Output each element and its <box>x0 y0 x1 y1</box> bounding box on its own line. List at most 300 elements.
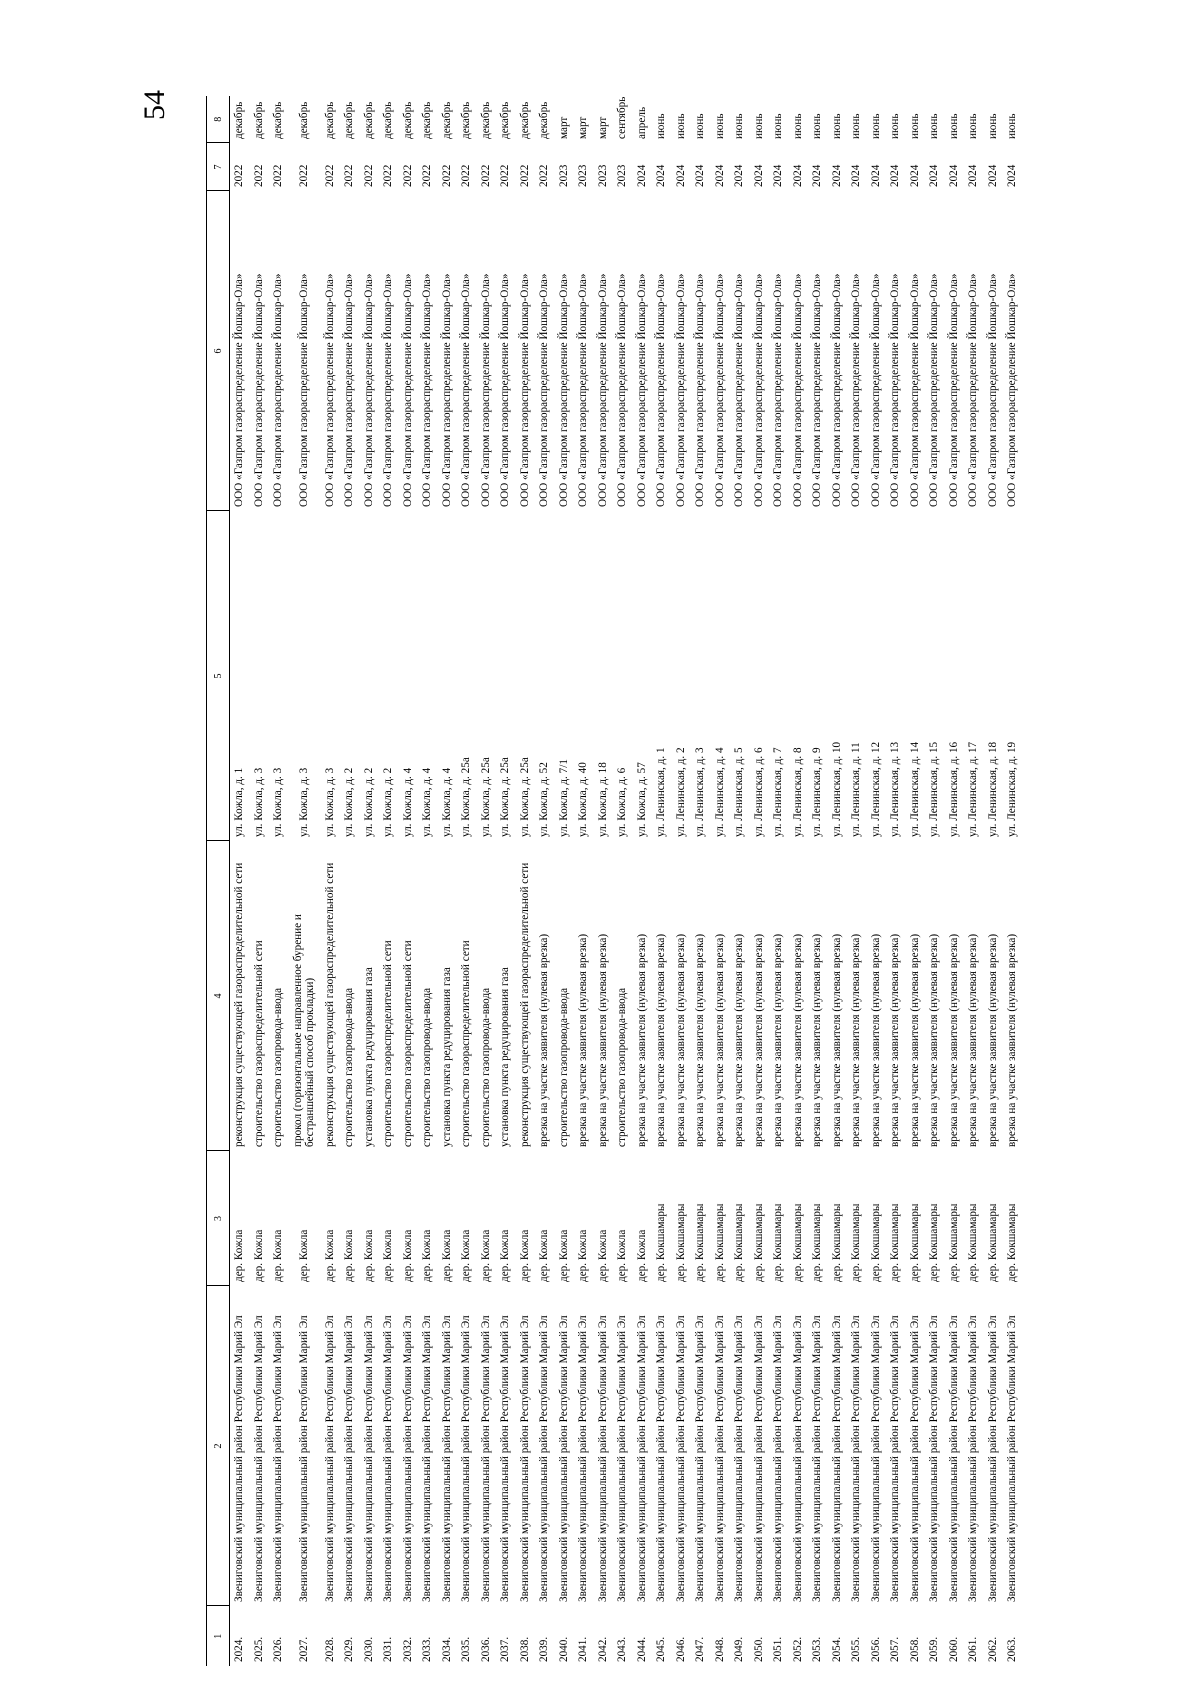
table-row <box>828 96 848 1666</box>
year-cell: 2022 <box>323 164 336 187</box>
table-row <box>574 96 594 1666</box>
year-cell: 2024 <box>850 164 862 187</box>
table-row <box>886 96 906 1666</box>
settlement-cell: дер. Кожла <box>401 1229 414 1282</box>
table-row <box>496 96 516 1666</box>
district-cell: Звениговский муниципальный район Республики Марий Эл <box>694 1315 706 1602</box>
address-cell: ул. Ленинская, д. 14 <box>908 741 921 837</box>
row-number-cell: 2062. <box>986 1636 999 1662</box>
work-type-cell: строительство газораспределительной сети <box>401 940 414 1147</box>
district-cell: Звениговский муниципальный район Республики Марий Эл <box>655 1315 667 1602</box>
work-type-cell: врезка на участке заявителя (нулевая врезка) <box>811 933 823 1147</box>
district-cell: Звениговский муниципальный район Республики Марий Эл <box>382 1315 394 1602</box>
organization-cell: ООО «Газпром газораспределение Йошкар-Ола» <box>986 273 999 507</box>
month-cell: июнь <box>928 113 940 139</box>
settlement-cell: дер. Кожла <box>323 1229 336 1282</box>
year-cell: 2024 <box>830 164 843 187</box>
month-cell: июнь <box>967 113 979 139</box>
table-row <box>535 96 555 1666</box>
settlement-cell: дер. Кожла <box>362 1229 375 1282</box>
address-cell: ул. Ленинская, д. 1 <box>655 747 667 837</box>
table-row <box>230 96 250 1666</box>
table-body <box>230 96 1023 1666</box>
row-number-cell: 2027. <box>297 1636 310 1662</box>
work-type-cell: врезка на участке заявителя (нулевая врезка) <box>694 933 706 1147</box>
organization-cell: ООО «Газпром газораспределение Йошкар-Ола» <box>635 273 648 507</box>
work-type-cell: строительство газопровода-ввода <box>479 987 492 1147</box>
work-type-cell: врезка на участке заявителя (нулевая врезка) <box>674 933 687 1147</box>
settlement-cell: дер. Кожла <box>635 1229 648 1282</box>
address-cell: ул. Кожла, д. 3 <box>252 767 265 837</box>
district-cell: Звениговский муниципальный район Республики Марий Эл <box>733 1315 745 1602</box>
district-cell: Звениговский муниципальный район Республики Марий Эл <box>1006 1315 1018 1602</box>
district-cell: Звениговский муниципальный район Республики Марий Эл <box>908 1315 921 1602</box>
settlement-cell: дер. Кожла <box>518 1229 531 1282</box>
settlement-cell: дер. Кожла <box>616 1229 628 1282</box>
work-type-cell: врезка на участке заявителя (нулевая врезка) <box>538 933 550 1147</box>
work-type-cell: реконструкция существующей газораспределительной сети <box>323 862 336 1147</box>
address-cell: ул. Ленинская, д. 3 <box>694 747 706 837</box>
address-cell: ул. Кожла, д. 25а <box>479 757 492 837</box>
year-cell: 2022 <box>252 164 265 187</box>
year-cell: 2022 <box>401 164 414 187</box>
address-cell: ул. Ленинская, д. 10 <box>830 741 843 837</box>
district-cell: Звениговский муниципальный район Республики Марий Эл <box>252 1315 265 1602</box>
work-type-cell: врезка на участке заявителя (нулевая врезка) <box>635 933 648 1147</box>
work-type-cell: строительство газопровода-ввода <box>616 987 628 1147</box>
settlement-cell: дер. Кожла <box>499 1229 511 1282</box>
settlement-cell: дер. Кокшамары <box>947 1203 960 1282</box>
organization-cell: ООО «Газпром газораспределение Йошкар-Ола» <box>297 273 310 507</box>
month-cell: июнь <box>713 113 726 139</box>
table-row <box>789 96 809 1666</box>
column-number: 6 <box>207 191 230 511</box>
row-number-cell: 2049. <box>733 1636 745 1662</box>
settlement-cell: дер. Кокшамары <box>986 1203 999 1282</box>
year-cell: 2024 <box>733 164 745 187</box>
year-cell: 2024 <box>986 164 999 187</box>
month-cell: сентябрь <box>616 96 628 139</box>
row-number-cell: 2040. <box>557 1636 570 1662</box>
district-cell: Звениговский муниципальный район Республики Марий Эл <box>499 1315 511 1602</box>
column-number: 8 <box>207 96 230 143</box>
work-type-cell: врезка на участке заявителя (нулевая врезка) <box>947 933 960 1147</box>
month-cell: март <box>557 116 570 139</box>
settlement-cell: дер. Кокшамары <box>928 1203 940 1282</box>
district-cell: Звениговский муниципальный район Республики Марий Эл <box>460 1315 472 1602</box>
year-cell: 2022 <box>233 164 245 187</box>
year-cell: 2022 <box>362 164 375 187</box>
year-cell: 2024 <box>772 164 784 187</box>
district-cell: Звениговский муниципальный район Республики Марий Эл <box>830 1315 843 1602</box>
table-row <box>750 96 770 1666</box>
district-cell: Звениговский муниципальный район Республики Марий Эл <box>343 1315 355 1602</box>
organization-cell: ООО «Газпром газораспределение Йошкар-Ола» <box>596 273 609 507</box>
year-cell: 2022 <box>479 164 492 187</box>
table-row <box>730 96 750 1666</box>
district-cell: Звениговский муниципальный район Республики Марий Эл <box>713 1315 726 1602</box>
table-row <box>769 96 789 1666</box>
organization-cell: ООО «Газпром газораспределение Йошкар-Ола» <box>752 273 765 507</box>
organization-cell: ООО «Газпром газораспределение Йошкар-Ола» <box>616 273 628 507</box>
month-cell: июнь <box>850 113 862 139</box>
table-row <box>340 96 360 1666</box>
year-cell: 2022 <box>460 164 472 187</box>
district-cell: Звениговский муниципальный район Республики Марий Эл <box>440 1315 453 1602</box>
settlement-cell: дер. Кожла <box>272 1229 284 1282</box>
settlement-cell: дер. Кокшамары <box>967 1203 979 1282</box>
organization-cell: ООО «Газпром газораспределение Йошкар-Ола» <box>577 273 589 507</box>
table-row <box>457 96 477 1666</box>
address-cell: ул. Ленинская, д. 8 <box>791 747 804 837</box>
column-number-header-row <box>207 96 230 1666</box>
organization-cell: ООО «Газпром газораспределение Йошкар-Ола» <box>830 273 843 507</box>
month-cell: июнь <box>772 113 784 139</box>
organization-cell: ООО «Газпром газораспределение Йошкар-Ола» <box>674 273 687 507</box>
address-cell: ул. Кожла, д. 2 <box>343 767 355 837</box>
work-type-cell: врезка на участке заявителя (нулевая врезка) <box>596 933 609 1147</box>
year-cell: 2024 <box>655 164 667 187</box>
district-cell: Звениговский муниципальный район Республики Марий Эл <box>811 1315 823 1602</box>
work-type-cell: врезка на участке заявителя (нулевая врезка) <box>791 933 804 1147</box>
district-cell: Звениговский муниципальный район Республики Марий Эл <box>889 1315 901 1602</box>
month-cell: декабрь <box>362 101 375 139</box>
work-type-cell: врезка на участке заявителя (нулевая врезка) <box>577 933 589 1147</box>
district-cell: Звениговский муниципальный район Республики Марий Эл <box>674 1315 687 1602</box>
month-cell: июнь <box>1006 113 1018 139</box>
work-type-cell: строительство газопровода-ввода <box>343 987 355 1147</box>
work-type-cell: врезка на участке заявителя (нулевая врезка) <box>1006 933 1018 1147</box>
year-cell: 2022 <box>297 164 310 187</box>
settlement-cell: дер. Кокшамары <box>908 1203 921 1282</box>
row-number-cell: 2036. <box>479 1636 492 1662</box>
address-cell: ул. Кожла, д. 25а <box>518 757 531 837</box>
address-cell: ул. Ленинская, д. 15 <box>928 741 940 837</box>
settlement-cell: дер. Кокшамары <box>772 1203 784 1282</box>
table-row <box>867 96 887 1666</box>
table-row <box>984 96 1004 1666</box>
column-number: 5 <box>207 511 230 841</box>
settlement-cell: дер. Кожла <box>460 1229 472 1282</box>
organization-cell: ООО «Газпром газораспределение Йошкар-Ола» <box>362 273 375 507</box>
settlement-cell: дер. Кокшамары <box>1006 1203 1018 1282</box>
year-cell: 2024 <box>908 164 921 187</box>
table-row <box>321 96 341 1666</box>
district-cell: Звениговский муниципальный район Республики Марий Эл <box>596 1315 609 1602</box>
table-row <box>438 96 458 1666</box>
month-cell: декабрь <box>343 101 355 139</box>
district-cell: Звениговский муниципальный район Республики Марий Эл <box>297 1315 310 1602</box>
settlement-cell: дер. Кожла <box>577 1229 589 1282</box>
column-number: 3 <box>207 1151 230 1286</box>
district-cell: Звениговский муниципальный район Республики Марий Эл <box>577 1315 589 1602</box>
year-cell: 2024 <box>635 164 648 187</box>
column-number: 2 <box>207 1286 230 1606</box>
row-number-cell: 2033. <box>421 1636 433 1662</box>
district-cell: Звениговский муниципальный район Республики Марий Эл <box>518 1315 531 1602</box>
table-row <box>516 96 536 1666</box>
district-cell: Звениговский муниципальный район Республики Марий Эл <box>986 1315 999 1602</box>
address-cell: ул. Ленинская, д. 19 <box>1006 741 1018 837</box>
month-cell: июнь <box>733 113 745 139</box>
year-cell: 2023 <box>616 164 628 187</box>
district-cell: Звениговский муниципальный район Республики Марий Эл <box>421 1315 433 1602</box>
organization-cell: ООО «Газпром газораспределение Йошкар-Ола» <box>557 273 570 507</box>
address-cell: ул. Ленинская, д. 7 <box>772 747 784 837</box>
settlement-cell: дер. Кожла <box>421 1229 433 1282</box>
row-number-cell: 2055. <box>850 1636 862 1662</box>
year-cell: 2024 <box>811 164 823 187</box>
settlement-cell: дер. Кожла <box>596 1229 609 1282</box>
address-cell: ул. Ленинская, д. 11 <box>850 742 862 837</box>
district-cell: Звениговский муниципальный район Республики Марий Эл <box>538 1315 550 1602</box>
settlement-cell: дер. Кокшамары <box>655 1203 667 1282</box>
month-cell: декабрь <box>272 101 284 139</box>
settlement-cell: дер. Кожла <box>252 1229 265 1282</box>
year-cell: 2024 <box>752 164 765 187</box>
organization-cell: ООО «Газпром газораспределение Йошкар-Ола» <box>869 273 882 507</box>
organization-cell: ООО «Газпром газораспределение Йошкар-Ола» <box>928 273 940 507</box>
address-cell: ул. Кожла, д. 25а <box>460 757 472 837</box>
year-cell: 2024 <box>674 164 687 187</box>
address-cell: ул. Кожла, д. 40 <box>577 762 589 837</box>
settlement-cell: дер. Кокшамары <box>791 1203 804 1282</box>
organization-cell: ООО «Газпром газораспределение Йошкар-Ола» <box>233 273 245 507</box>
year-cell: 2024 <box>928 164 940 187</box>
work-type-cell: врезка на участке заявителя (нулевая врезка) <box>928 933 940 1147</box>
district-cell: Звениговский муниципальный район Республики Марий Эл <box>772 1315 784 1602</box>
work-type-cell: строительство газораспределительной сети <box>252 940 265 1147</box>
row-number-cell: 2052. <box>791 1636 804 1662</box>
address-cell: ул. Ленинская, д. 9 <box>811 747 823 837</box>
address-cell: ул. Ленинская, д. 6 <box>752 747 765 837</box>
work-type-cell: врезка на участке заявителя (нулевая врезка) <box>713 933 726 1147</box>
month-cell: июнь <box>986 113 999 139</box>
organization-cell: ООО «Газпром газораспределение Йошкар-Ола» <box>1006 273 1018 507</box>
work-type-cell: врезка на участке заявителя (нулевая врезка) <box>752 933 765 1147</box>
district-cell: Звениговский муниципальный район Республики Марий Эл <box>967 1315 979 1602</box>
row-number-cell: 2041. <box>577 1636 589 1662</box>
row-number-cell: 2034. <box>440 1636 453 1662</box>
address-cell: ул. Кожла, д. 3 <box>297 767 310 837</box>
row-number-cell: 2038. <box>518 1636 531 1662</box>
settlement-cell: дер. Кожла <box>557 1229 570 1282</box>
work-type-cell: реконструкция существующей газораспределительной сети <box>233 862 245 1147</box>
work-type-cell: установка пункта редуцирования газа <box>440 967 453 1147</box>
month-cell: декабрь <box>518 101 531 139</box>
column-number: 4 <box>207 841 230 1151</box>
district-cell: Звениговский муниципальный район Республики Марий Эл <box>557 1315 570 1602</box>
table-row <box>418 96 438 1666</box>
year-cell: 2024 <box>694 164 706 187</box>
district-cell: Звениговский муниципальный район Республики Марий Эл <box>635 1315 648 1602</box>
settlement-cell: дер. Кокшамары <box>889 1203 901 1282</box>
organization-cell: ООО «Газпром газораспределение Йошкар-Ола» <box>947 273 960 507</box>
district-cell: Звениговский муниципальный район Республики Марий Эл <box>791 1315 804 1602</box>
organization-cell: ООО «Газпром газораспределение Йошкар-Ола» <box>382 273 394 507</box>
address-cell: ул. Кожла, д. 4 <box>421 767 433 837</box>
settlement-cell: дер. Кожла <box>233 1229 245 1282</box>
month-cell: июнь <box>830 113 843 139</box>
address-cell: ул. Ленинская, д. 4 <box>713 747 726 837</box>
row-number-cell: 2046. <box>674 1636 687 1662</box>
year-cell: 2024 <box>947 164 960 187</box>
address-cell: ул. Кожла, д. 52 <box>538 762 550 837</box>
gas-works-table <box>206 96 1023 1666</box>
address-cell: ул. Кожла, д. 6 <box>616 767 628 837</box>
address-cell: ул. Кожла, д. 3 <box>323 767 336 837</box>
row-number-cell: 2031. <box>382 1636 394 1662</box>
settlement-cell: дер. Кокшамары <box>733 1203 745 1282</box>
organization-cell: ООО «Газпром газораспределение Йошкар-Ола» <box>538 273 550 507</box>
address-cell: ул. Ленинская, д. 2 <box>674 747 687 837</box>
district-cell: Звениговский муниципальный район Республики Марий Эл <box>947 1315 960 1602</box>
year-cell: 2023 <box>577 164 589 187</box>
work-type-cell: установка пункта редуцирования газа <box>362 967 375 1147</box>
work-type-cell: врезка на участке заявителя (нулевая врезка) <box>967 933 979 1147</box>
row-number-cell: 2024. <box>233 1636 245 1662</box>
work-type-cell: врезка на участке заявителя (нулевая врезка) <box>830 933 843 1147</box>
settlement-cell: дер. Кокшамары <box>674 1203 687 1282</box>
address-cell: ул. Кожла, д. 57 <box>635 762 648 837</box>
month-cell: июнь <box>811 113 823 139</box>
work-type-cell: врезка на участке заявителя (нулевая врезка) <box>655 933 667 1147</box>
row-number-cell: 2032. <box>401 1636 414 1662</box>
year-cell: 2022 <box>421 164 433 187</box>
work-type-cell: врезка на участке заявителя (нулевая врезка) <box>772 933 784 1147</box>
settlement-cell: дер. Кожла <box>343 1229 355 1282</box>
district-cell: Звениговский муниципальный район Республики Марий Эл <box>272 1315 284 1602</box>
settlement-cell: дер. Кокшамары <box>850 1203 862 1282</box>
year-cell: 2022 <box>272 164 284 187</box>
row-number-cell: 2029. <box>343 1636 355 1662</box>
row-number-cell: 2058. <box>908 1636 921 1662</box>
district-cell: Звениговский муниципальный район Республики Марий Эл <box>362 1315 375 1602</box>
month-cell: декабрь <box>401 101 414 139</box>
table-row <box>964 96 984 1666</box>
year-cell: 2022 <box>440 164 453 187</box>
table-row <box>477 96 497 1666</box>
month-cell: декабрь <box>382 101 394 139</box>
column-number: 7 <box>207 143 230 191</box>
district-cell: Звениговский муниципальный район Республики Марий Эл <box>233 1315 245 1602</box>
year-cell: 2024 <box>889 164 901 187</box>
row-number-cell: 2030. <box>362 1636 375 1662</box>
year-cell: 2023 <box>596 164 609 187</box>
row-number-cell: 2053. <box>811 1636 823 1662</box>
month-cell: март <box>577 116 589 139</box>
address-cell: ул. Ленинская, д. 16 <box>947 741 960 837</box>
row-number-cell: 2063. <box>1006 1636 1018 1662</box>
row-number-cell: 2060. <box>947 1636 960 1662</box>
year-cell: 2022 <box>518 164 531 187</box>
month-cell: июнь <box>889 113 901 139</box>
month-cell: декабрь <box>323 101 336 139</box>
year-cell: 2024 <box>713 164 726 187</box>
district-cell: Звениговский муниципальный район Республики Марий Эл <box>401 1315 414 1602</box>
organization-cell: ООО «Газпром газораспределение Йошкар-Ола» <box>811 273 823 507</box>
table-row <box>945 96 965 1666</box>
row-number-cell: 2026. <box>272 1636 284 1662</box>
month-cell: декабрь <box>252 101 265 139</box>
month-cell: июнь <box>908 113 921 139</box>
settlement-cell: дер. Кокшамары <box>811 1203 823 1282</box>
month-cell: декабрь <box>538 101 550 139</box>
work-type-cell: строительство газопровода-ввода <box>421 987 433 1147</box>
organization-cell: ООО «Газпром газораспределение Йошкар-Ола» <box>272 273 284 507</box>
month-cell: декабрь <box>233 101 245 139</box>
table-row <box>808 96 828 1666</box>
work-type-cell: врезка на участке заявителя (нулевая врезка) <box>986 933 999 1147</box>
table-row <box>633 96 653 1666</box>
district-cell: Звениговский муниципальный район Республики Марий Эл <box>323 1315 336 1602</box>
settlement-cell: дер. Кожла <box>297 1229 310 1282</box>
table-row <box>906 96 926 1666</box>
month-cell: июнь <box>947 113 960 139</box>
address-cell: ул. Ленинская, д. 17 <box>967 741 979 837</box>
month-cell: декабрь <box>479 101 492 139</box>
organization-cell: ООО «Газпром газораспределение Йошкар-Ола» <box>908 273 921 507</box>
organization-cell: ООО «Газпром газораспределение Йошкар-Ола» <box>343 273 355 507</box>
year-cell: 2022 <box>382 164 394 187</box>
table-row <box>613 96 633 1666</box>
organization-cell: ООО «Газпром газораспределение Йошкар-Ола» <box>460 273 472 507</box>
district-cell: Звениговский муниципальный район Республики Марий Эл <box>850 1315 862 1602</box>
year-cell: 2024 <box>967 164 979 187</box>
district-cell: Звениговский муниципальный район Республики Марий Эл <box>869 1315 882 1602</box>
address-cell: ул. Кожла, д. 18 <box>596 762 609 837</box>
settlement-cell: дер. Кожла <box>440 1229 453 1282</box>
row-number-cell: 2044. <box>635 1636 648 1662</box>
work-type-cell: строительство газопровода-ввода <box>557 987 570 1147</box>
month-cell: декабрь <box>460 101 472 139</box>
settlement-cell: дер. Кокшамары <box>694 1203 706 1282</box>
row-number-cell: 2050. <box>752 1636 765 1662</box>
table-row <box>1003 96 1023 1666</box>
work-type-cell: прокол (горизонтальное направленное бурение и бестраншейный способ прокладки) <box>292 914 316 1147</box>
year-cell: 2022 <box>499 164 511 187</box>
district-cell: Звениговский муниципальный район Республики Марий Эл <box>752 1315 765 1602</box>
work-type-cell: врезка на участке заявителя (нулевая врезка) <box>733 933 745 1147</box>
address-cell: ул. Кожла, д. 2 <box>382 767 394 837</box>
row-number-cell: 2045. <box>655 1636 667 1662</box>
row-number-cell: 2043. <box>616 1636 628 1662</box>
year-cell: 2024 <box>791 164 804 187</box>
work-type-cell: врезка на участке заявителя (нулевая врезка) <box>908 933 921 1147</box>
address-cell: ул. Кожла, д. 25а <box>499 757 511 837</box>
row-number-cell: 2061. <box>967 1636 979 1662</box>
table-row <box>925 96 945 1666</box>
organization-cell: ООО «Газпром газораспределение Йошкар-Ола» <box>252 273 265 507</box>
organization-cell: ООО «Газпром газораспределение Йошкар-Ола» <box>791 273 804 507</box>
row-number-cell: 2047. <box>694 1636 706 1662</box>
row-number-cell: 2056. <box>869 1636 882 1662</box>
organization-cell: ООО «Газпром газораспределение Йошкар-Ола» <box>772 273 784 507</box>
address-cell: ул. Кожла, д. 3 <box>272 767 284 837</box>
year-cell: 2022 <box>538 164 550 187</box>
table-row <box>399 96 419 1666</box>
organization-cell: ООО «Газпром газораспределение Йошкар-Ола» <box>323 273 336 507</box>
address-cell: ул. Кожла, д. 7/1 <box>557 759 570 837</box>
row-number-cell: 2059. <box>928 1636 940 1662</box>
address-cell: ул. Ленинская, д. 12 <box>869 741 882 837</box>
settlement-cell: дер. Кожла <box>382 1229 394 1282</box>
row-number-cell: 2054. <box>830 1636 843 1662</box>
month-cell: июнь <box>655 113 667 139</box>
month-cell: декабрь <box>499 101 511 139</box>
organization-cell: ООО «Газпром газораспределение Йошкар-Ола» <box>733 273 745 507</box>
organization-cell: ООО «Газпром газораспределение Йошкар-Ола» <box>440 273 453 507</box>
